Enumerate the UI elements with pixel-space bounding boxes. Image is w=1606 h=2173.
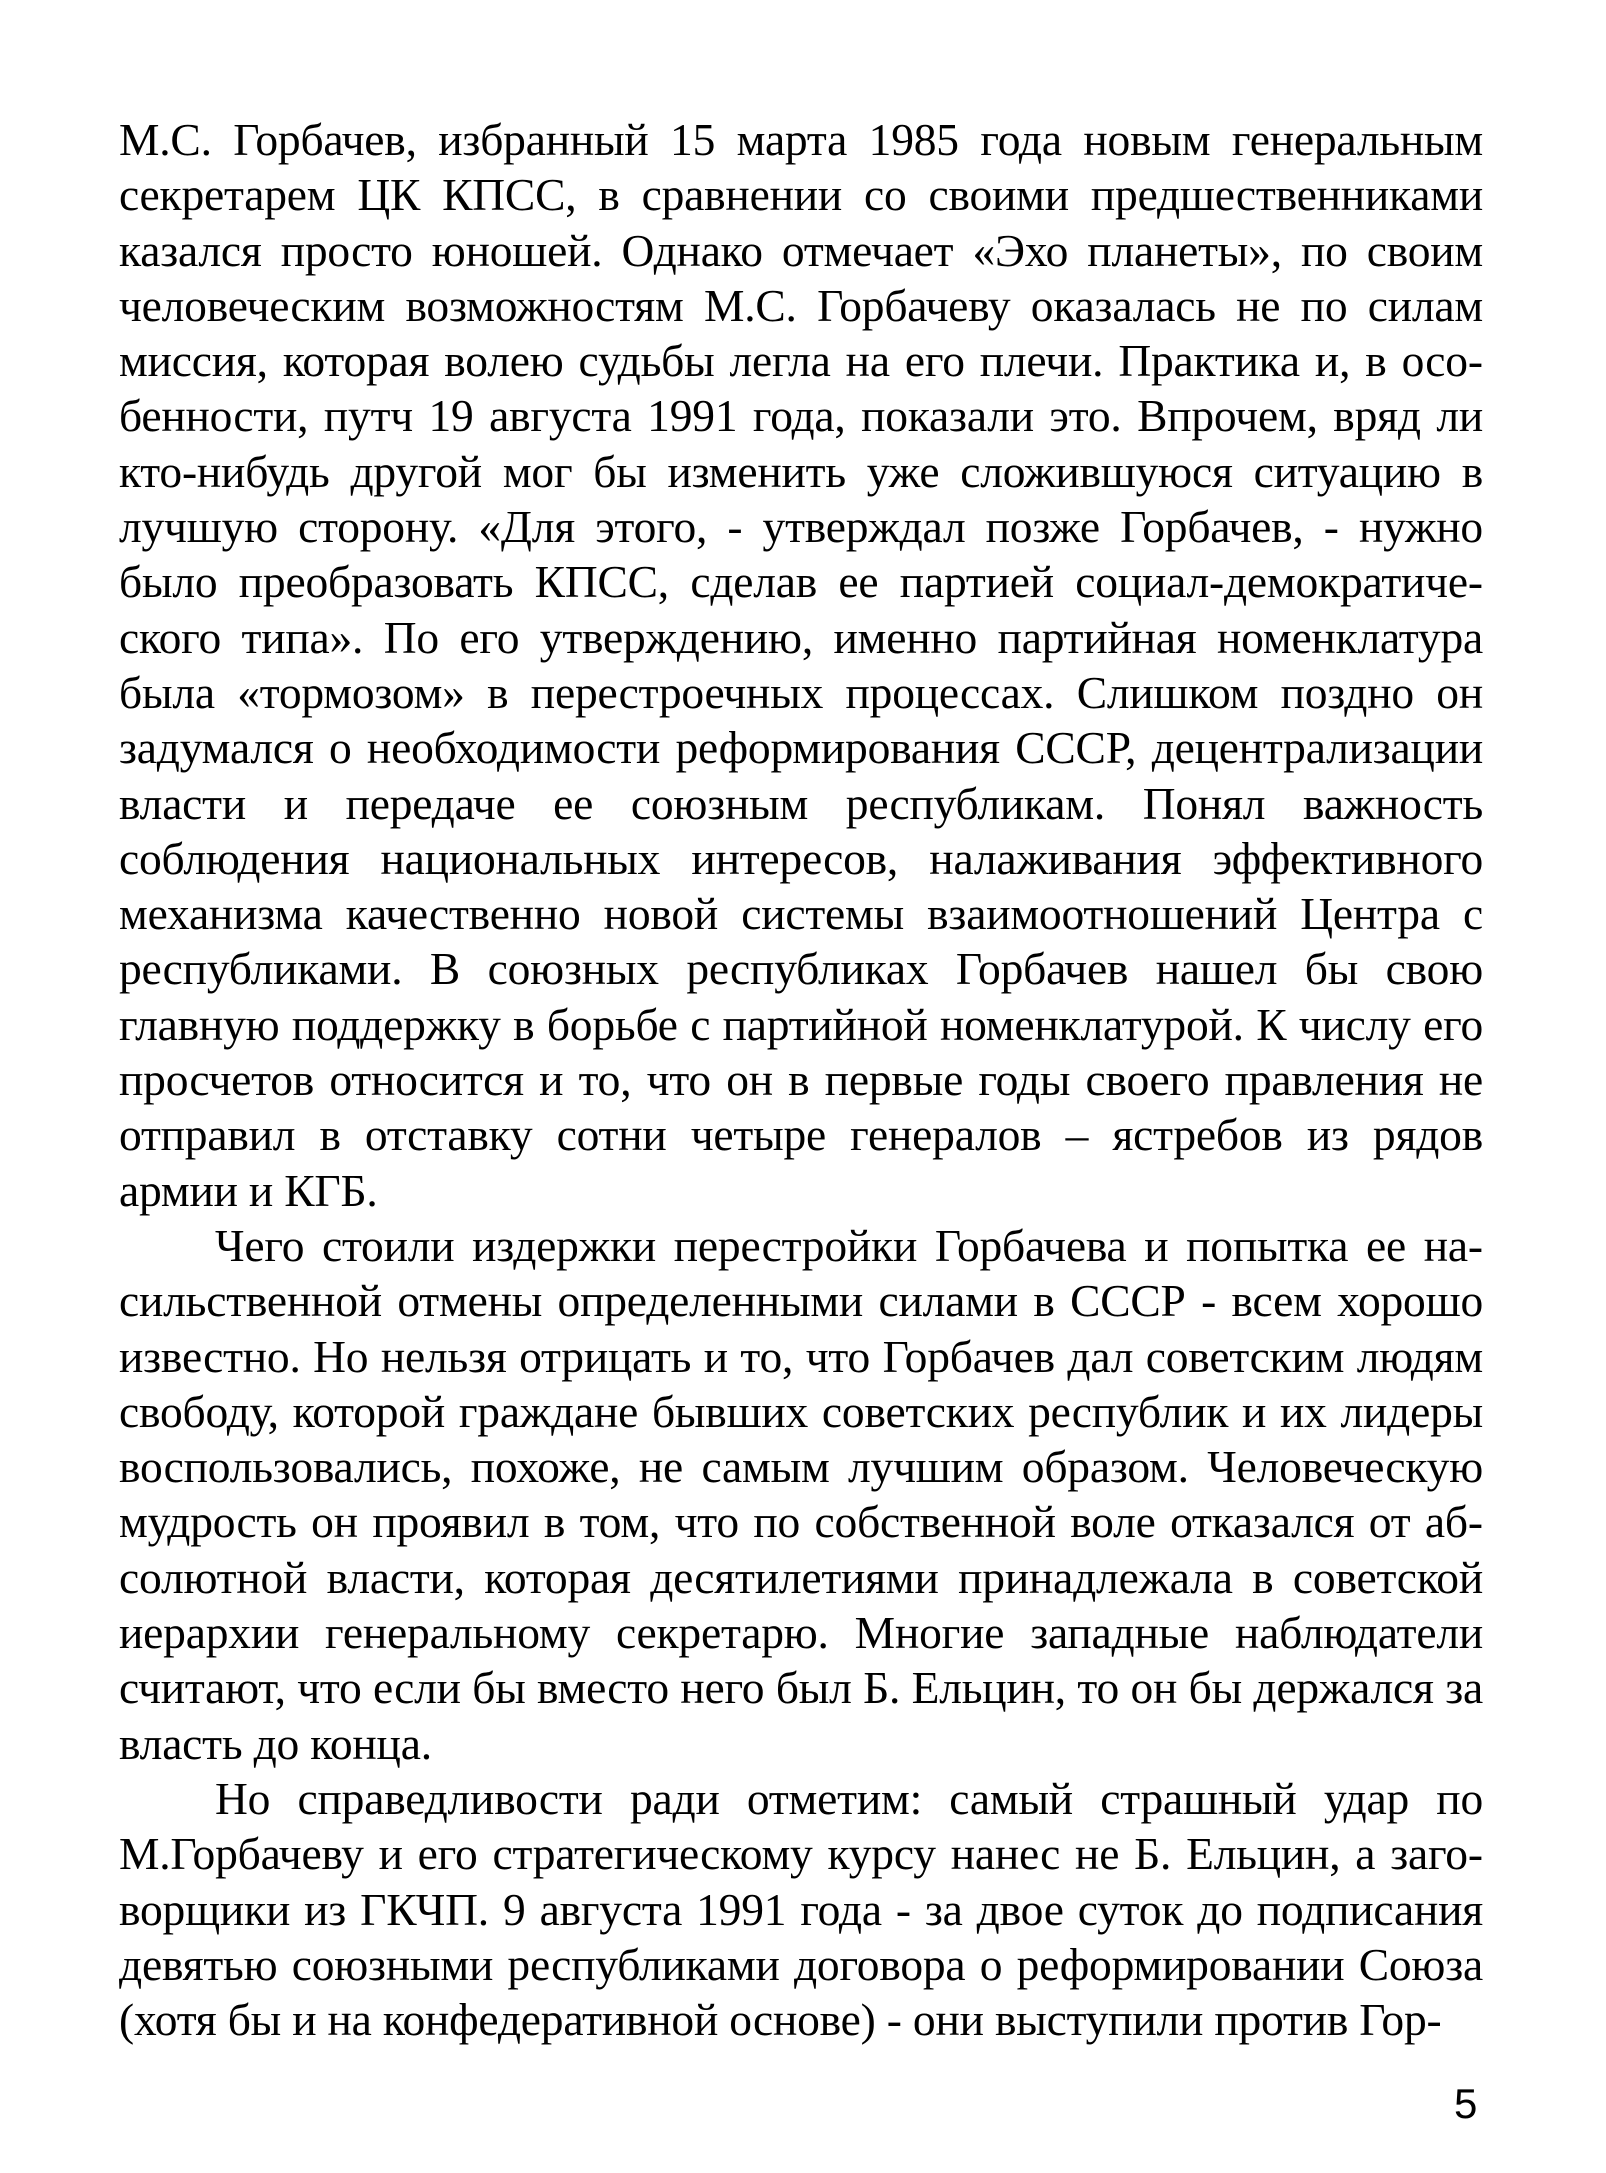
body-text — [119, 112, 1483, 2047]
paragraph-perestroika-costs: Чего стоили издержки перестройки Горбачева и попытка ее насильственной отмены определенными силами в СССР - всем хорошо известно. Но нельзя отрицать и то, что Горбачев дал советским людям свободу, которой граждане бывших советских республик и их лидеры воспользовались, похоже, не самым лучшим образом. Человеческую мудрость он проявил в том, что по собственной воле отказался от абсолютной власти, которая десятилетиями принадлежала в советской иерархии генеральному секретарю. Многие западные наблюдатели считают, что если бы вместо него был Б. Ельцин, то он бы держался за власть до конца. — [119, 1219, 1483, 1769]
page-number: 5 — [1454, 2080, 1478, 2127]
paragraph-gorbachev-election: М.С. Горбачев, избранный 15 марта 1985 года новым генеральным секретарем ЦК КПСС, в сравнении со своими предшественниками казался просто юношей. Однако отмечает «Эхо планеты», по своим человеческим возможностям М.С. Горбачеву оказалась не по силам миссия, которая волею судьбы легла на его плечи. Практика и, в особенности, путч 19 августа 1991 года, показали это. Впрочем, вряд ли кто-нибудь другой мог бы изменить уже сложившуюся ситуацию в лучшую сторону. «Для этого, - утверждал позже Горбачев, - нужно было преобразовать КПСС, сделав ее партией социал-демократического типа». По его утверждению, именно партийная номенклатура была «тормозом» в перестроечных процессах. Слишком поздно он задумался о необходимости реформирования СССР, децентрализации власти и передаче ее союзным республикам. Понял важность соблюдения национальных интересов, налаживания эффективного механизма качественно новой системы взаимоотношений Центра с республиками. В союзных республиках Горбачев нашел бы свою главную поддержку в борьбе с партийной номенклатурой. К числу его просчетов относится и то, что он в первые годы своего правления не отправил в отставку сотни четыре генералов – ястребов из рядов армии и КГБ. — [119, 114, 1483, 1216]
paragraph-gkchp-blow: Но справедливости ради отметим: самый страшный удар по М.Горбачеву и его стратегическому курсу нанес не Б. Ельцин, а заговорщики из ГКЧП. 9 августа 1991 года - за двое суток до подписания девятью союзными республиками договора о реформировании Союза (хотя бы и на конфедеративной основе) - они выступили против Гор- — [119, 1772, 1483, 2046]
